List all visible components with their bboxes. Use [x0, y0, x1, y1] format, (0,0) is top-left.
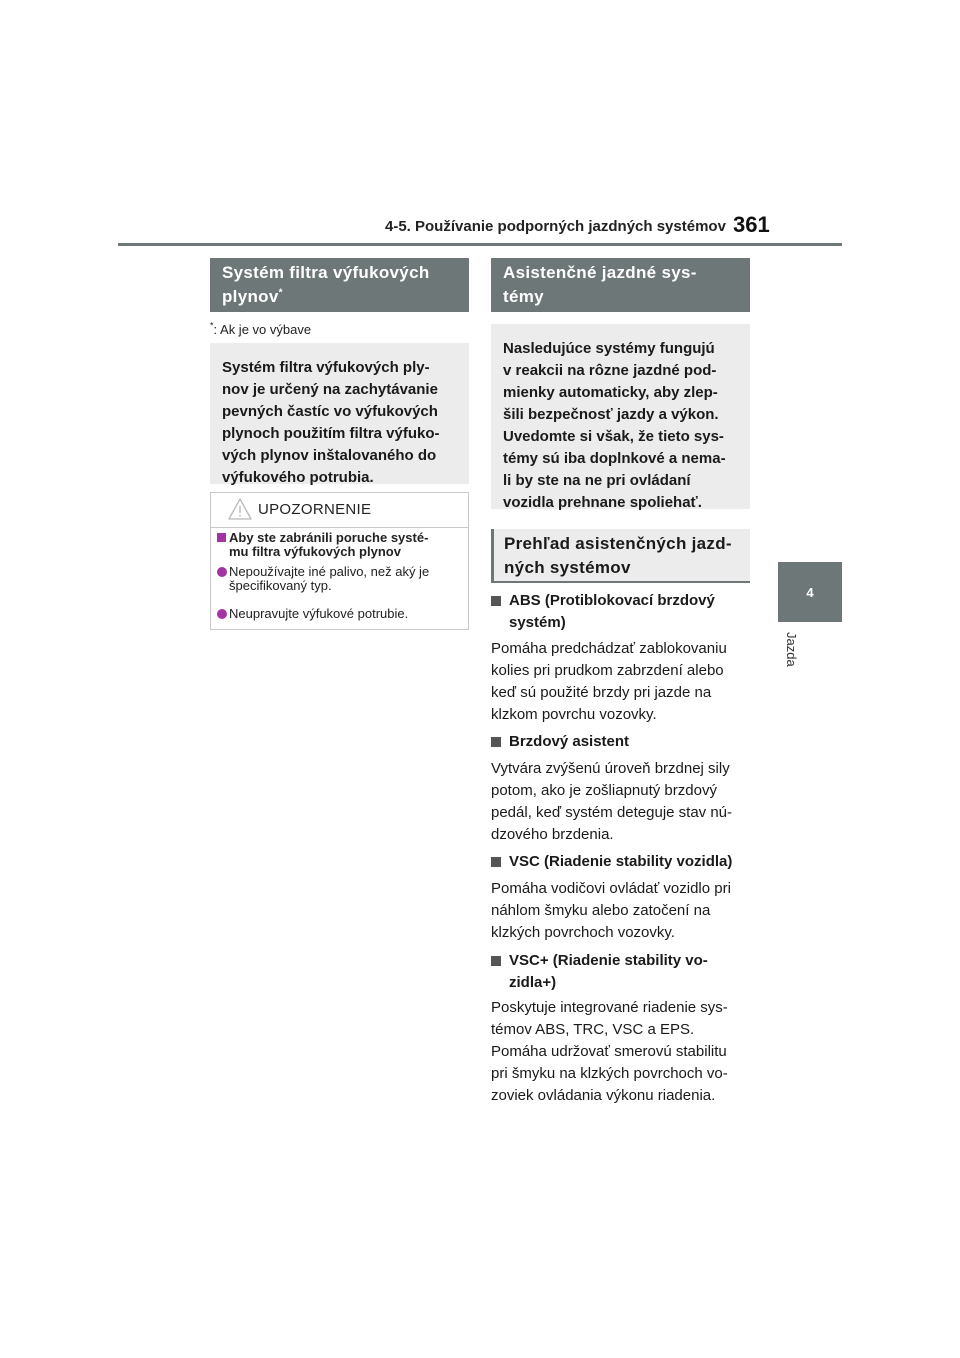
assist-systems-intro [491, 324, 750, 509]
square-bullet-icon [491, 857, 501, 867]
warning-bullet-text: Neupravujte výfukové potrubie. [229, 606, 409, 621]
exhaust-filter-intro [210, 343, 469, 484]
warning-title: UPOZORNENIE [258, 501, 372, 518]
intro-line: Nasledujúce systémy fungujú [503, 340, 715, 357]
system-description-vsc-plus: Poskytuje integrované riadenie sys- témov ABS, TRC, VSC a EPS. Pomáha udržovať smerovú stabilitu pri šmyku na klzkých povrchoch vo- zoviek ovládania výkonu riadenia. [491, 999, 728, 1104]
assist-systems-heading: Asistenčné jazdné sys- témy [491, 258, 750, 312]
chapter-number: 4 [806, 584, 814, 600]
system-title-text: VSC+ (Riadenie stability vo- zidla+) [509, 952, 708, 991]
warning-box [210, 492, 469, 630]
warning-triangle-icon [227, 497, 253, 521]
intro-line: Uvedomte si však, že tieto sys- [503, 428, 724, 445]
system-title-text: ABS (Protiblokovací brzdový systém) [509, 592, 715, 631]
note-text: : Ak je vo výbave [213, 322, 312, 337]
page-number: 361 [733, 212, 770, 237]
intro-line: Systém filtra výfukových ply- [222, 359, 430, 376]
system-title-abs [489, 590, 751, 634]
warning-heading-text: Aby ste zabránili poruche systé- mu filtra výfukových plynov [229, 530, 429, 559]
system-description-brake-assist: Vytvára zvýšenú úroveň brzdnej sily potom, ako je zošliapnutý brzdový pedál, keď systém deteguje stav nú- dzového brzdenia. [491, 760, 733, 843]
chapter-label [785, 632, 799, 692]
header-rule [118, 243, 842, 246]
system-description-abs: Pomáha predchádzať zablokovaniu kolies pri prudkom zabrzdení alebo keď sú použité brzdy pri jazde na klzkom povrchu vozovky. [491, 640, 727, 723]
intro-line: vých plynov inštalovaného do [222, 447, 437, 464]
intro-line: výfukového potrubia. [222, 469, 374, 486]
exhaust-filter-heading [210, 258, 469, 312]
equipment-note [210, 322, 311, 337]
warning-header [211, 493, 468, 528]
system-description-vsc: Pomáha vodičovi ovládať vozidlo pri náhlom šmyku alebo zatočení na klzkých povrchoch vozovky. [491, 880, 731, 941]
intro-line: li by ste na ne pri ovládaní [503, 472, 691, 489]
intro-line: plynoch použitím filtra výfuko- [222, 425, 440, 442]
exhaust-filter-heading-text: Systém filtra výfukových plynov [222, 263, 430, 306]
intro-line: mienky automaticky, aby zlep- [503, 384, 718, 401]
intro-line: šili bezpečnosť jazdy a výkon. [503, 406, 719, 423]
note-footnote-mark: * [210, 320, 214, 331]
warning-bullet [217, 607, 465, 621]
system-title-vsc-plus [489, 950, 751, 994]
intro-line: v reakcii na rôzne jazdné pod- [503, 362, 717, 379]
square-bullet-icon [491, 956, 501, 966]
intro-line: témy sú iba doplnkové a nema- [503, 450, 726, 467]
system-title-vsc [489, 851, 759, 873]
intro-line: pevných častíc vo výfukových [222, 403, 438, 420]
system-title-brake-assist [489, 731, 751, 753]
warning-heading [217, 531, 465, 559]
warning-bullet-text: Nepoužívajte iné palivo, než aký je špecifikovaný typ. [229, 564, 430, 593]
system-title-text: VSC (Riadenie stability vozidla) [509, 853, 733, 870]
heading-footnote-mark: * [278, 287, 283, 299]
intro-line: nov je určený na zachytávanie [222, 381, 438, 398]
overview-heading: Prehľad asistenčných jazd- ných systémov [491, 529, 750, 583]
system-title-text: Brzdový asistent [509, 733, 630, 750]
square-bullet-icon [217, 533, 226, 542]
section-title: 4-5. Používanie podporných jazdných systémov [385, 218, 726, 235]
square-bullet-icon [491, 737, 501, 747]
round-bullet-icon [217, 609, 227, 619]
warning-bullet [217, 565, 465, 593]
chapter-tab [778, 562, 842, 622]
round-bullet-icon [217, 567, 227, 577]
chapter-label-text: Jazda [784, 632, 799, 667]
square-bullet-icon [491, 596, 501, 606]
intro-line: vozidla prehnane spoliehať. [503, 494, 702, 511]
